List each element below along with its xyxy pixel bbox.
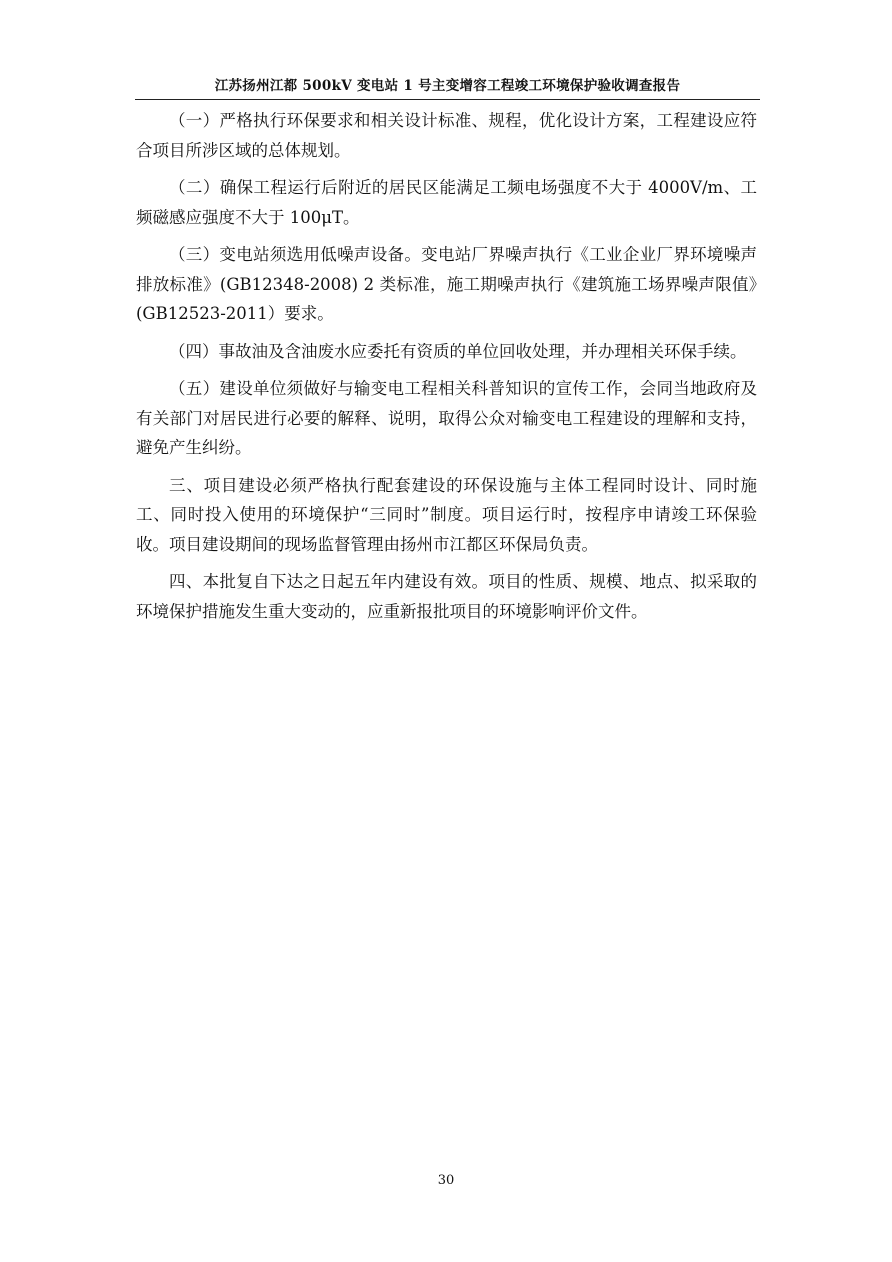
paragraph-item-4: （四）事故油及含油废水应委托有资质的单位回收处理，并办理相关环保手续。 [169, 341, 747, 361]
header-rule [135, 99, 760, 100]
paragraph-item-2: （二）确保工程运行后附近的居民区能满足工频电场强度不大于 4000V/m、工频磁感应强度不大于 100μT。 [136, 178, 757, 227]
paragraph-section-4: 四、本批复自下达之日起五年内建设有效。项目的性质、规模、地点、拟采取的环境保护措施发生重大变动的，应重新报批项目的环境影响评价文件。 [136, 572, 757, 621]
paragraph-item-5: （五）建设单位须做好与输变电工程相关科普知识的宣传工作，会同当地政府及有关部门对居民进行必要的解释、说明，取得公众对输变电工程建设的理解和支持，避免产生纠纷。 [136, 379, 757, 457]
document-body [136, 106, 757, 634]
paragraph-item-1: （一）严格执行环保要求和相关设计标准、规程，优化设计方案，工程建设应符合项目所涉区域的总体规划。 [136, 111, 757, 160]
running-header: 江苏扬州江都 500kV 变电站 1 号主变增容工程竣工环境保护验收调查报告 [214, 78, 681, 94]
page-number: 30 [437, 1173, 455, 1188]
paragraph-item-3: （三）变电站须选用低噪声设备。变电站厂界噪声执行《工业企业厂界环境噪声排放标准》(GB12348-2008) 2 类标准，施工期噪声执行《建筑施工场界噪声限值》(GB12523-2011）要求。 [136, 245, 757, 323]
paragraph-section-3: 三、项目建设必须严格执行配套建设的环保设施与主体工程同时设计、同时施工、同时投入使用的环境保护“三同时”制度。项目运行时，按程序申请竣工环保验收。项目建设期间的现场监督管理由扬州市江都区环保局负责。 [136, 475, 757, 554]
